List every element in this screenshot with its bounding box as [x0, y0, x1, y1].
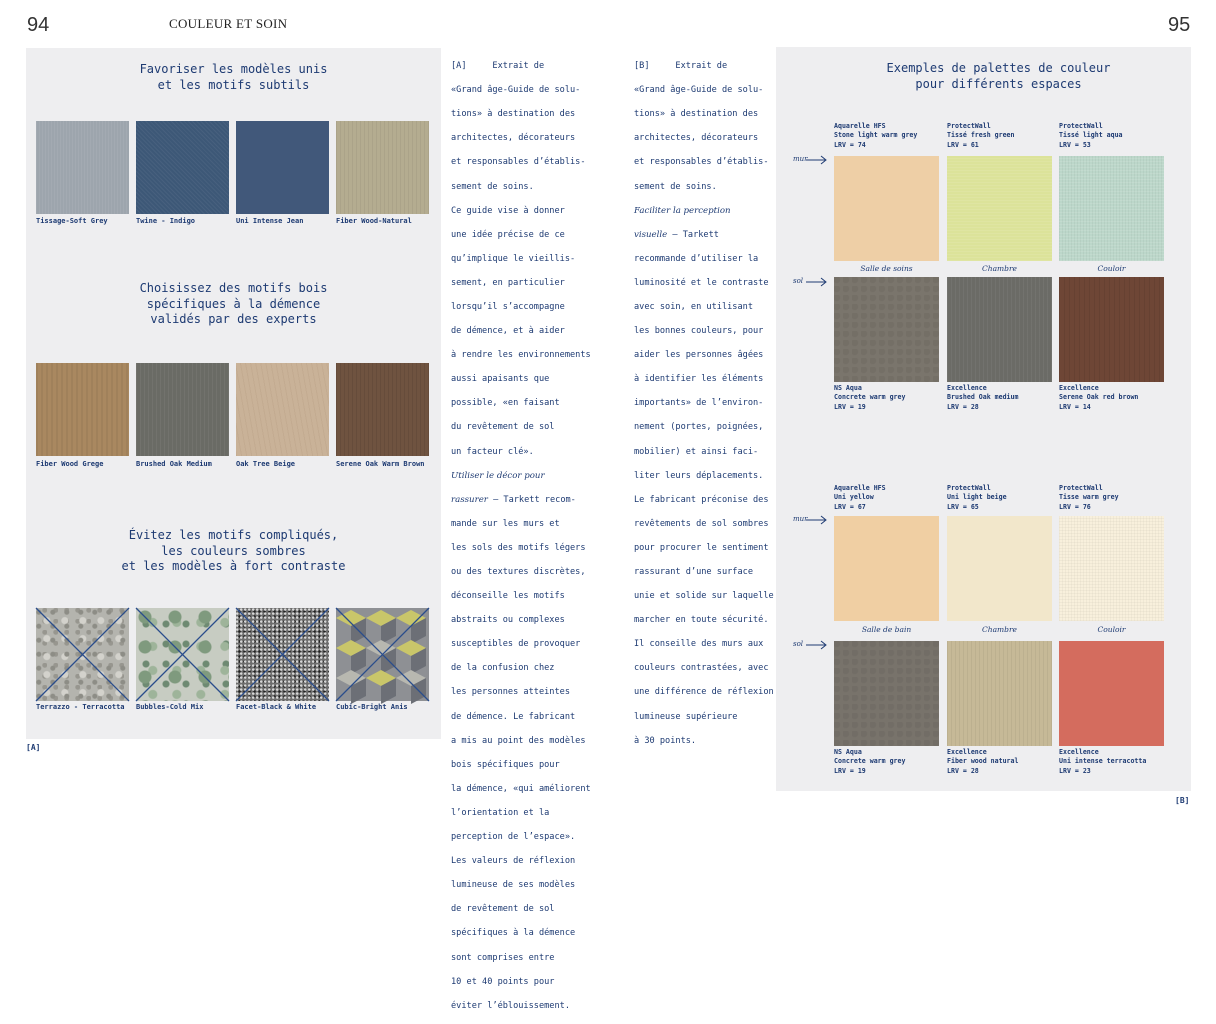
text-line: possible, «en faisant — [451, 398, 560, 409]
swatch-oak-tree-beige — [236, 363, 329, 456]
text-line: mobilier) et ainsi faci- — [634, 446, 759, 457]
text-line: les sols des motifs légers — [451, 542, 586, 553]
text-line: liter leurs déplacements. — [634, 470, 764, 481]
text-line: nement (portes, poignées, — [634, 422, 764, 433]
floor-meta: Excellence Serene Oak red brown LRV = 14 — [1059, 384, 1139, 411]
group2-title-line: Choisissez des motifs bois — [139, 281, 328, 295]
italic-heading: visuelle — [634, 229, 668, 240]
text-line: Les valeurs de réflexion — [451, 856, 576, 867]
swatch-label: Twine - Indigo — [136, 217, 196, 225]
text-line: «Grand âge-Guide de solu- — [451, 85, 581, 96]
text-line: sement de soins. — [634, 181, 717, 192]
floor-swatch-concrete-warm-grey — [834, 641, 939, 746]
text-line: une idée précise de ce — [451, 229, 565, 240]
text-line: – Tarkett recom- — [487, 494, 576, 505]
page-number-right: 95 — [1168, 14, 1191, 36]
group3-title-line: Évitez les motifs compliqués, — [128, 528, 339, 542]
text-line: mande sur les murs et — [451, 518, 560, 529]
swatch-label: Brushed Oak Medium — [136, 460, 212, 468]
group2-title-line: spécifiques à la démence — [146, 296, 321, 311]
swatch-label: Uni Intense Jean — [236, 217, 304, 225]
text-line: couleurs contrastées, avec — [634, 663, 769, 674]
text-line: et responsables d’établis- — [634, 157, 769, 168]
reference-a: [A] — [26, 743, 41, 752]
swatch-tissage-soft-grey — [36, 121, 129, 214]
text-line: la démence, «qui améliorent — [451, 783, 591, 794]
text-line: les personnes atteintes — [451, 687, 570, 698]
swatch-label: Facet-Black & White — [236, 703, 317, 711]
text-line: aider les personnes âgées — [634, 350, 764, 361]
wall-label: mur — [793, 155, 808, 163]
swatch-fiber-wood-grege — [36, 363, 129, 456]
arrow-right-icon — [806, 277, 828, 287]
group1-title-line: Favoriser les modèles unis — [139, 62, 328, 76]
text-line: ou des textures discrètes, — [451, 567, 586, 578]
swatch-serene-oak-warm-brown — [336, 363, 429, 456]
wall-meta: ProtectWall Tissé fresh green LRV = 61 — [947, 122, 1015, 149]
text-line: tions» à destination des — [451, 109, 576, 120]
floor-label: sol — [793, 277, 804, 285]
room-label: Salle de bain — [861, 625, 912, 634]
palettes-title-line: pour différents espaces — [915, 76, 1082, 91]
wall-swatch-stone-light-warm-grey — [834, 156, 939, 261]
floor-meta: Excellence Fiber wood natural LRV = 28 — [947, 748, 1019, 775]
floor-swatch-brushed-oak-medium — [947, 277, 1052, 382]
text-line: architectes, décorateurs — [634, 133, 759, 144]
text-line: perception de l’espace». — [451, 832, 576, 843]
swatch-fiber-wood-natural — [336, 121, 429, 214]
swatch-twine-indigo — [136, 121, 229, 214]
cross-out-icon — [336, 608, 429, 701]
reference-b: [B] — [1175, 796, 1190, 805]
floor-meta: Excellence Brushed Oak medium LRV = 28 — [947, 384, 1019, 411]
text-line: unie et solide sur laquelle — [634, 591, 774, 602]
wall-swatch-uni-yellow — [834, 516, 939, 621]
swatch-label: Tissage-Soft Grey — [36, 217, 108, 225]
arrow-right-icon — [806, 515, 828, 525]
text-line: Il conseille des murs aux — [634, 639, 764, 650]
wall-swatch-tisse-warm-grey — [1059, 516, 1164, 621]
text-line: pour procurer le sentiment — [634, 542, 769, 553]
text-line: tions» à destination des — [634, 109, 759, 120]
section-title: COULEUR ET SOIN — [169, 16, 288, 31]
swatch-brushed-oak-medium — [136, 363, 229, 456]
text-line: lorsqu’il s’accompagne — [451, 301, 565, 312]
text-line: Extrait de — [466, 61, 545, 72]
text-line: de démence. Le fabricant — [451, 711, 576, 722]
text-line: sement de soins. — [451, 181, 534, 192]
text-line: sont comprises entre — [451, 952, 555, 963]
wall-meta: Aquarelle HFS Uni yellow LRV = 67 — [834, 484, 886, 511]
text-line: 10 et 40 points pour — [451, 976, 555, 987]
cross-out-icon — [136, 608, 229, 701]
wall-meta: ProtectWall Uni light beige LRV = 65 — [947, 484, 1007, 511]
text-line: les bonnes couleurs, pour — [634, 326, 764, 337]
text-line: à 30 points. — [634, 735, 697, 746]
floor-meta: Excellence Uni intense terracotta LRV = 23 — [1059, 748, 1147, 775]
page-number-left: 94 — [27, 14, 50, 36]
text-line: l’orientation et la — [451, 807, 550, 818]
swatch-label: Oak Tree Beige — [236, 460, 296, 468]
group3-title-line: les couleurs sombres — [161, 543, 306, 558]
reference-tag: [A] — [451, 61, 467, 72]
room-label: Salle de soins — [860, 264, 913, 273]
palettes-title-line: Exemples de palettes de couleur — [886, 61, 1111, 75]
wall-meta: Aquarelle HFS Stone light warm grey LRV = 74 — [834, 122, 918, 149]
text-line: à identifier les éléments — [634, 374, 764, 385]
swatch-label: Cubic-Bright Anis — [336, 703, 408, 711]
swatch-facet-black-white — [236, 608, 329, 701]
group1-title-line: et les motifs subtils — [157, 77, 310, 92]
text-line: aussi apaisants que — [451, 374, 550, 385]
room-label: Couloir — [1097, 625, 1126, 634]
wall-swatch-uni-light-beige — [947, 516, 1052, 621]
text-line: lumineuse de ses modèles — [451, 880, 576, 891]
wall-swatch-tisse-fresh-green — [947, 156, 1052, 261]
text-line: architectes, décorateurs — [451, 133, 576, 144]
floor-swatch-concrete-warm-grey — [834, 277, 939, 382]
text-line: revêtements de sol sombres — [634, 518, 769, 529]
text-line: importants» de l’environ- — [634, 398, 764, 409]
text-line: – Tarkett — [667, 229, 719, 240]
text-line: «Grand âge-Guide de solu- — [634, 85, 764, 96]
swatch-terrazzo-terracotta — [36, 608, 129, 701]
italic-heading: Faciliter la perception — [634, 205, 731, 216]
text-line: de revêtement de sol — [451, 904, 555, 915]
room-label: Chambre — [982, 264, 1017, 273]
floor-label: sol — [793, 640, 804, 648]
swatch-label: Terrazzo - Terracotta — [36, 703, 125, 711]
text-line: et responsables d’établis- — [451, 157, 586, 168]
floor-meta: NS Aqua Concrete warm grey LRV = 19 — [834, 748, 906, 775]
swatch-label: Fiber Wood Grege — [36, 460, 104, 468]
reference-tag: [B] — [634, 61, 650, 72]
floor-swatch-fiber-wood-natural — [947, 641, 1052, 746]
cross-out-icon — [236, 608, 329, 701]
text-line: de démence, et à aider — [451, 326, 565, 337]
swatch-cubic-bright-anis — [336, 608, 429, 701]
group3-title — [26, 528, 441, 575]
arrow-right-icon — [806, 155, 828, 165]
italic-heading: Utiliser le décor pour — [451, 470, 545, 481]
group2-title — [26, 281, 441, 328]
text-line: lumineuse supérieure — [634, 711, 738, 722]
text-line: une différence de réflexion — [634, 687, 774, 698]
swatch-label: Fiber Wood-Natural — [336, 217, 412, 225]
floor-meta: NS Aqua Concrete warm grey LRV = 19 — [834, 384, 906, 411]
text-column-a — [451, 48, 591, 1024]
swatch-bubbles-cold-mix — [136, 608, 229, 701]
text-line: susceptibles de provoquer — [451, 639, 581, 650]
floor-swatch-serene-oak-red-brown — [1059, 277, 1164, 382]
text-column-b — [634, 48, 774, 759]
room-label: Chambre — [982, 625, 1017, 634]
italic-heading: rassurer — [451, 494, 488, 505]
text-line: a mis au point des modèles — [451, 735, 586, 746]
text-line: du revêtement de sol — [451, 422, 555, 433]
arrow-right-icon — [806, 640, 828, 650]
text-line: éviter l’éblouissement. — [451, 1000, 570, 1011]
text-line: sement, en particulier — [451, 277, 565, 288]
swatch-uni-intense-jean — [236, 121, 329, 214]
text-line: rassurant d’une surface — [634, 567, 753, 578]
text-line: abstraits ou complexes — [451, 615, 565, 626]
text-line: recommande d’utiliser la — [634, 253, 759, 264]
swatch-label: Bubbles-Cold Mix — [136, 703, 204, 711]
wall-meta: ProtectWall Tissé light aqua LRV = 53 — [1059, 122, 1123, 149]
wall-swatch-tisse-light-aqua — [1059, 156, 1164, 261]
group1-title — [26, 62, 441, 93]
wall-meta: ProtectWall Tisse warm grey LRV = 76 — [1059, 484, 1119, 511]
palettes-title — [792, 61, 1205, 92]
wall-label: mur — [793, 515, 808, 523]
text-line: qu’implique le vieillis- — [451, 253, 576, 264]
text-line: marcher en toute sécurité. — [634, 615, 769, 626]
text-line: avec soin, en utilisant — [634, 301, 753, 312]
text-line: un facteur clé». — [451, 446, 534, 457]
text-line: spécifiques à la démence — [451, 928, 576, 939]
swatch-label: Serene Oak Warm Brown — [336, 460, 425, 468]
text-line: déconseille les motifs — [451, 591, 565, 602]
text-line: de la confusion chez — [451, 663, 555, 674]
text-line: Ce guide vise à donner — [451, 205, 565, 216]
room-label: Couloir — [1097, 264, 1126, 273]
group3-title-line: et les modèles à fort contraste — [121, 559, 346, 573]
cross-out-icon — [36, 608, 129, 701]
text-line: à rendre les environnements — [451, 350, 591, 361]
text-line: Extrait de — [649, 61, 728, 72]
group2-title-line: validés par des experts — [150, 312, 317, 326]
text-line: luminosité et le contraste — [634, 277, 769, 288]
floor-swatch-uni-intense-terracotta — [1059, 641, 1164, 746]
text-line: bois spécifiques pour — [451, 759, 560, 770]
text-line: Le fabricant préconise des — [634, 494, 769, 505]
